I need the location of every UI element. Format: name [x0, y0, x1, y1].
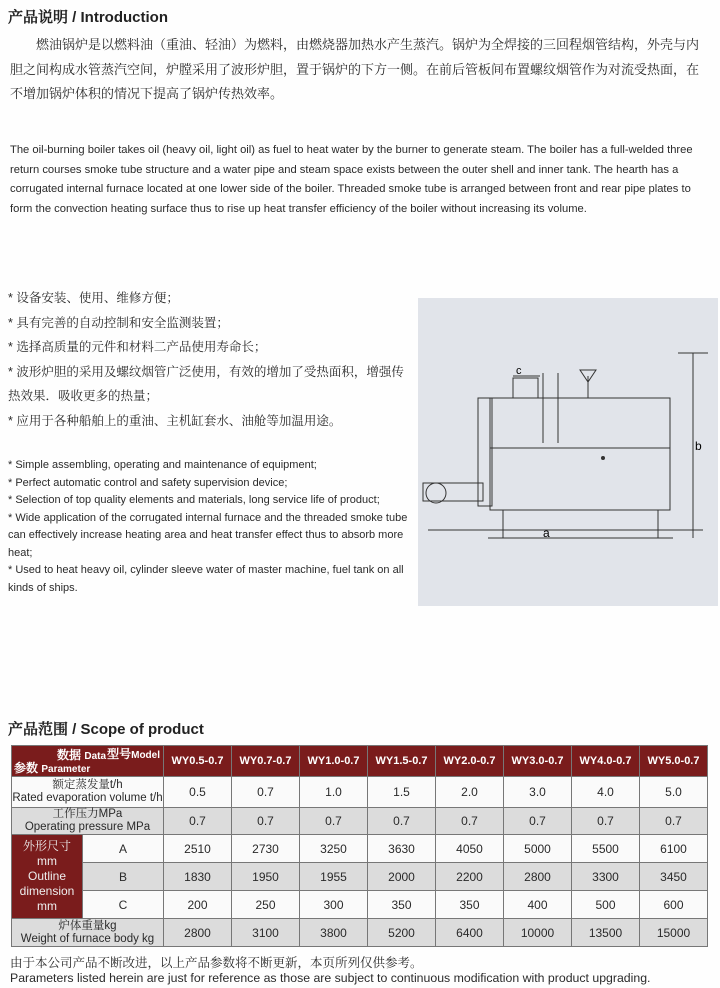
cell: 6100 — [640, 835, 708, 863]
cell: 4.0 — [572, 777, 640, 808]
cell: 3300 — [572, 863, 640, 891]
dim-cn: 外形尺寸 — [22, 839, 71, 853]
cell: 0.7 — [164, 808, 232, 835]
model-header: WY2.0-0.7 — [436, 746, 504, 777]
cell: 2800 — [504, 863, 572, 891]
dim-sub-label: B — [83, 863, 164, 891]
row-label-en: Weight of furnace body kg — [20, 932, 155, 945]
row-label-en: Operating pressure MPa — [24, 821, 151, 833]
row-label-cn: 炉体重量kg — [58, 919, 117, 932]
cell: 0.5 — [164, 777, 232, 808]
cell: 0.7 — [232, 808, 300, 835]
cell: 2200 — [436, 863, 504, 891]
cell: 3250 — [300, 835, 368, 863]
feature-en: * Perfect automatic control and safety supervision device; — [8, 476, 288, 489]
note-cn: 由于本公司产品不断改进，以上产品参数将不断更新，本页所列仅供参考。 — [10, 956, 423, 970]
cell: 2730 — [232, 835, 300, 863]
feature-en: * Simple assembling, operating and maintenance of equipment; — [8, 459, 317, 471]
cell: 3100 — [232, 919, 300, 947]
cell: 5000 — [504, 835, 572, 863]
dim-sub-label: C — [83, 891, 164, 919]
cell: 4050 — [436, 835, 504, 863]
table-row — [12, 863, 708, 891]
cell: 0.7 — [504, 808, 572, 835]
cell: 500 — [572, 891, 640, 919]
cell: 300 — [300, 891, 368, 919]
dim-c-label: c — [516, 365, 522, 377]
table-row — [12, 777, 708, 808]
feature-en: * Wide application of the corrugated internal furnace and the threaded smoke tube can effectively increase heating area and heat transfer effect thus to absorb more heat; — [8, 511, 408, 559]
cell: 3450 — [640, 863, 708, 891]
cell: 0.7 — [436, 808, 504, 835]
cell: 2800 — [164, 919, 232, 947]
row-label-en: Rated evaporation volume t/h — [12, 792, 163, 804]
cell: 3.0 — [504, 777, 572, 808]
cell: 2000 — [368, 863, 436, 891]
cell: 2.0 — [436, 777, 504, 808]
cell: 1.0 — [300, 777, 368, 808]
cell: 250 — [232, 891, 300, 919]
model-header: WY1.5-0.7 — [368, 746, 436, 777]
corner-model: 型号 — [107, 747, 132, 761]
cell: 3630 — [368, 835, 436, 863]
feature-cn: * 选择高质量的元件和材料二产品使用寿命长； — [8, 340, 267, 354]
model-header: WY5.0-0.7 — [640, 746, 708, 777]
model-header: WY4.0-0.7 — [572, 746, 640, 777]
dim-unit2: mm — [37, 899, 57, 913]
cell: 10000 — [504, 919, 572, 947]
boiler-drawing — [418, 298, 718, 606]
feature-en: * Used to heat heavy oil, cylinder sleeve water of master machine, fuel tank on all kinds of ships. — [8, 564, 404, 594]
feature-cn: * 设备安装、使用、维修方便； — [8, 291, 179, 305]
dim-en: Outline dimension — [19, 869, 75, 898]
table-row — [12, 891, 708, 919]
row-label-cn: 额定蒸发量t/h — [52, 779, 123, 791]
feature-cn: * 具有完善的自动控制和安全监测装置； — [8, 315, 229, 330]
dimension-label — [12, 835, 83, 919]
cell: 1830 — [164, 863, 232, 891]
table-row — [12, 919, 708, 947]
cell: 6400 — [436, 919, 504, 947]
scope-table — [11, 745, 708, 947]
cell: 1950 — [232, 863, 300, 891]
boiler-diagram — [418, 298, 718, 606]
cell: 0.7 — [572, 808, 640, 835]
table-row — [12, 835, 708, 863]
intro-en: The oil-burning boiler takes oil (heavy oil, light oil) as fuel to heat water by the burner to generate steam. The boiler has a full-welded three return courses smoke tube structure and a water pipe and steam space exists between the outer shell and inner tank. The hearth has a corrugated internal furnace located at one lower side of the boiler. Threaded smoke tube is arranged between front and rear pipe plates to form the convection heating surface thus to rise up heat transfer efficiency of the boiler without increasing its volume. — [10, 144, 693, 215]
cell: 350 — [368, 891, 436, 919]
cell: 0.7 — [640, 808, 708, 835]
row-label — [12, 808, 164, 835]
model-header: WY0.5-0.7 — [164, 746, 232, 777]
cell: 5500 — [572, 835, 640, 863]
scope-heading: 产品范围 / Scope of product — [8, 721, 204, 738]
row-label — [12, 777, 164, 808]
row-label — [12, 919, 164, 947]
intro-cn: 燃油锅炉是以燃料油（重油、轻油）为燃料，由燃烧器加热水产生蒸汽。锅炉为全焊接的三回程烟管结构，外壳与内胆之间构成水管蒸汽空间，炉膛采用了波形炉胆，置于锅炉的下方一侧。在前后管板间布置螺纹烟管作为对流受热面，在不增加锅炉体积的情况下提高了锅炉传热效率。 — [10, 37, 700, 101]
corner-model-en: Model — [131, 750, 160, 761]
cell: 400 — [504, 891, 572, 919]
note-en: Parameters listed herein are just for reference as those are subject to continuous modification with product upgrading. — [10, 971, 651, 985]
feature-en: * Selection of top quality elements and materials, long service life of product; — [8, 494, 380, 506]
cell: 5200 — [368, 919, 436, 947]
cell: 1955 — [300, 863, 368, 891]
cell: 13500 — [572, 919, 640, 947]
feature-cn: * 波形炉胆的采用及螺纹烟管广泛使用，有效的增加了受热面积，增强传热效果．吸收更多的热量； — [8, 364, 404, 403]
table-row — [12, 808, 708, 835]
corner-data: 数据 — [57, 748, 82, 762]
cell: 600 — [640, 891, 708, 919]
cell: 3800 — [300, 919, 368, 947]
corner-data-en: Data — [84, 751, 107, 762]
model-header: WY1.0-0.7 — [300, 746, 368, 777]
corner-header — [12, 746, 164, 777]
table-header-row — [12, 746, 708, 777]
cell: 15000 — [640, 919, 708, 947]
cell: 350 — [436, 891, 504, 919]
corner-param-en: Parameter — [41, 764, 91, 775]
model-header: WY3.0-0.7 — [504, 746, 572, 777]
dim-a-label: a — [543, 526, 550, 540]
model-header: WY0.7-0.7 — [232, 746, 300, 777]
cell: 5.0 — [640, 777, 708, 808]
dim-b-label: b — [695, 439, 702, 453]
cell: 200 — [164, 891, 232, 919]
features-cn — [8, 286, 413, 433]
cell: 1.5 — [368, 777, 436, 808]
dim-sub-label: A — [83, 835, 164, 863]
row-label-cn: 工作压力MPa — [52, 808, 123, 820]
intro-heading: 产品说明 / Introduction — [8, 9, 168, 26]
feature-cn: * 应用于各种船舶上的重油、主机缸套水、油舱等加温用途。 — [8, 413, 342, 428]
corner-param: 参数 — [14, 761, 39, 775]
features-en — [8, 457, 408, 597]
cell: 0.7 — [300, 808, 368, 835]
dim-unit: mm — [37, 854, 57, 868]
cell: 0.7 — [232, 777, 300, 808]
cell: 2510 — [164, 835, 232, 863]
cell: 0.7 — [368, 808, 436, 835]
